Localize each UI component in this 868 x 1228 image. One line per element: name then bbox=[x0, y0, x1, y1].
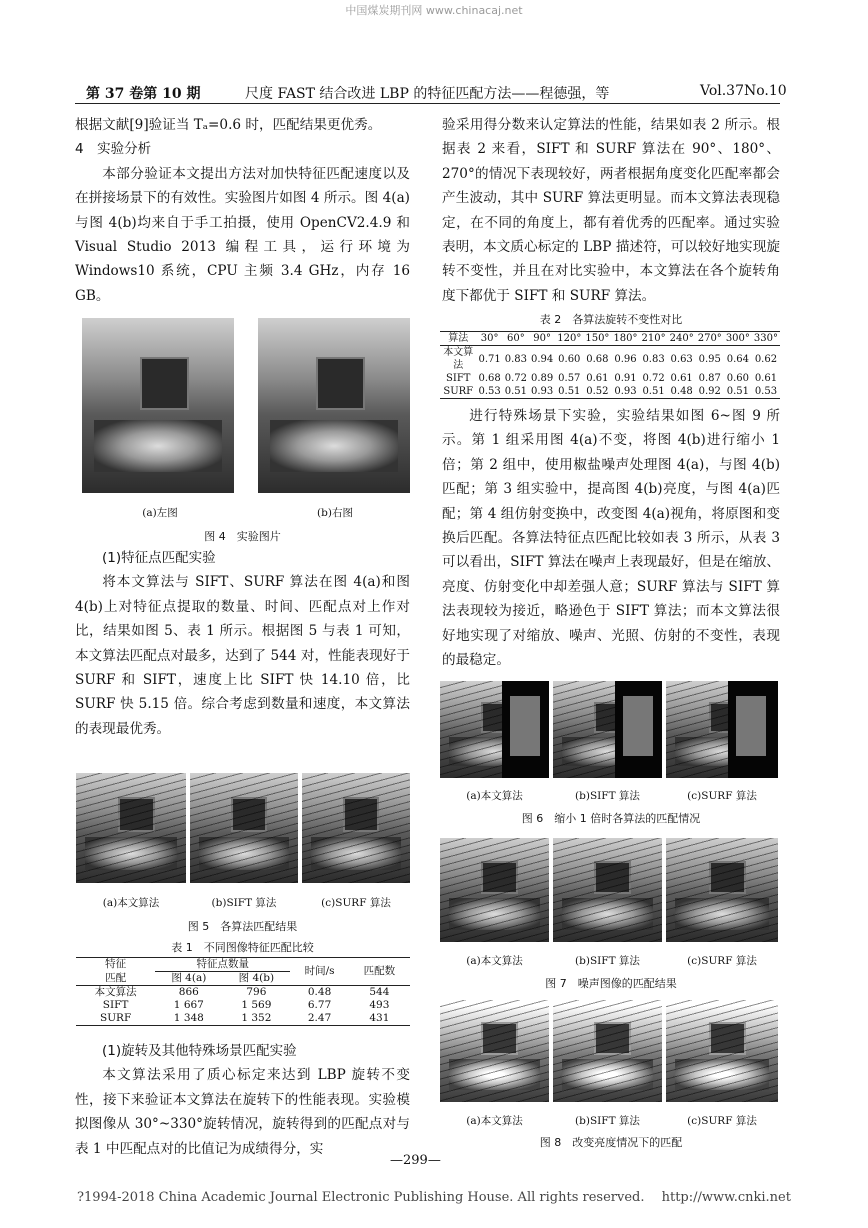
table-cell: 866 bbox=[178, 986, 199, 998]
table-cell: 0.51 bbox=[642, 386, 665, 397]
figure7-b-label: (b)SIFT 算法 bbox=[575, 955, 640, 967]
table-cell: 0.61 bbox=[670, 373, 693, 384]
header-rule bbox=[75, 103, 780, 104]
paragraph: 根据文献[9]验证当 Tₐ=0.6 时，匹配结果更优秀。 bbox=[75, 117, 382, 133]
figure6-c-image bbox=[666, 681, 778, 778]
table-cell: 0.71 bbox=[478, 353, 501, 365]
header-volume: Vol.37No.10 bbox=[700, 83, 787, 99]
figure4-caption: 图 4 实验图片 bbox=[204, 530, 281, 543]
table-cell: 0.53 bbox=[478, 386, 501, 397]
table-row bbox=[440, 346, 780, 373]
header-issue: 第 37 卷第 10 期 bbox=[86, 86, 201, 102]
figure8-c-image bbox=[666, 1000, 778, 1102]
figure8-b-label: (b)SIFT 算法 bbox=[575, 1115, 640, 1127]
left-column-mid bbox=[75, 546, 410, 741]
left-column-bottom bbox=[75, 1039, 410, 1161]
figure7-a-image bbox=[440, 838, 549, 942]
table-cell: 本文算法 bbox=[94, 986, 137, 998]
table1-header: 图 4(b) bbox=[238, 972, 275, 984]
header-title: 尺度 FAST 结合改进 LBP 的特征匹配方法——程德强，等 bbox=[245, 86, 610, 102]
table-cell: SURF bbox=[443, 386, 474, 397]
paragraph: 将本文算法与 SIFT、SURF 算法在图 4(a)和图 4(b)上对特征点提取的数量、时间、匹配点对上作对比，结果如图 5、表 1 所示。根据图 5 与表 1 可知，本文算法匹配点对最多，达到了 544 对，性能表现好于 SURF 和 SIFT，速度上比 SIFT 快 14.10 倍，比 SURF 快 5.15 倍。综合考虑到数量和速度，本文算法的表现最优秀。 bbox=[75, 574, 410, 737]
subsection-heading: (1)特征点匹配实验 bbox=[102, 550, 216, 566]
table-row bbox=[76, 986, 410, 1000]
figure4-b-label: (b)右图 bbox=[317, 507, 353, 519]
figure7-b-image bbox=[553, 838, 662, 942]
paragraph: 本文算法采用了质心标定来达到 LBP 旋转不变性，接下来验证本文算法在旋转下的性能表现。实验模拟图像从 30°~330°旋转情况，旋转得到的匹配点对与表 1 中匹配点对的比值记为成绩得分，实 bbox=[75, 1067, 410, 1157]
table1-header: 特征 bbox=[105, 958, 127, 971]
table-cell: 本文算法 bbox=[443, 347, 474, 371]
table-cell: 0.61 bbox=[754, 373, 778, 384]
figure4-right-image bbox=[258, 318, 410, 493]
figure4-a-label: (a)左图 bbox=[142, 507, 178, 519]
figure7-caption: 图 7 噪声图像的匹配结果 bbox=[545, 977, 677, 990]
figure5-caption: 图 5 各算法匹配结果 bbox=[187, 920, 298, 933]
table2-caption: 表 2 各算法旋转不变性对比 bbox=[539, 313, 683, 326]
table1-header: 匹配 bbox=[105, 971, 127, 984]
figure7-c-label: (c)SURF 算法 bbox=[687, 955, 757, 967]
table-cell: 0.53 bbox=[754, 386, 778, 397]
figure6-a-label: (a)本文算法 bbox=[466, 790, 523, 802]
table1-header: 特征点数量 bbox=[155, 958, 290, 972]
paragraph: 进行特殊场景下实验，实验结果如图 6~图 9 所示。第 1 组采用图 4(a)不变，将图 4(b)进行缩小 1 倍；第 2 组中，使用椒盐噪声处理图 4(a)，与图 4(b)匹配；第 3 组实验中，提高图 4(b)亮度，与图 4(a)匹配；第 4 组仿射变换中，改变图 4(a)视角，将原图和变换后匹配。各算法特征点匹配比较如表 3 所示，从表 3 可以看出，SIFT 算法在噪声上表现最好，但是在缩放、亮度、仿射变化中却差强人意；SURF 算法与 SIFT 算法表现较为接近，略逊色于 SIFT 算法；而本文算法很好地实现了对缩放、噪声、光照、仿射的不变性，表现的最稳定。 bbox=[442, 408, 780, 669]
table-cell: 1 569 bbox=[241, 999, 272, 1011]
figure5-b-image bbox=[190, 773, 298, 883]
table-cell: 0.83 bbox=[642, 353, 665, 365]
table-cell: 0.93 bbox=[530, 386, 554, 397]
table-cell: 1 348 bbox=[173, 1012, 204, 1024]
figure8-b-image bbox=[553, 1000, 662, 1102]
table-cell: 0.93 bbox=[614, 386, 637, 397]
table-cell: 0.52 bbox=[586, 386, 609, 397]
figure5-b-label: (b)SIFT 算法 bbox=[211, 897, 277, 909]
table1-header: 匹配数 bbox=[363, 965, 396, 977]
table-cell: SURF bbox=[100, 1012, 132, 1024]
figure8-c-label: (c)SURF 算法 bbox=[687, 1115, 757, 1127]
table-cell: 0.57 bbox=[558, 373, 581, 384]
table-row bbox=[76, 1012, 410, 1026]
figure5-a-image bbox=[76, 773, 186, 883]
table-cell: 6.77 bbox=[307, 999, 332, 1011]
figure6-c-label: (c)SURF 算法 bbox=[687, 790, 757, 802]
watermark: 中国煤炭期刊网 www.chinacaj.net bbox=[345, 4, 523, 17]
table-cell: 0.51 bbox=[726, 386, 749, 397]
figure6-b-label: (b)SIFT 算法 bbox=[575, 790, 640, 802]
figure5-c-label: (c)SURF 算法 bbox=[321, 897, 391, 909]
table-cell: 210° bbox=[641, 333, 666, 344]
table-cell: 0.62 bbox=[754, 353, 778, 365]
table-cell: 0.96 bbox=[614, 353, 637, 365]
table-cell: 0.83 bbox=[504, 353, 527, 365]
table1-header: 图 4(a) bbox=[171, 972, 207, 984]
table-cell: 0.51 bbox=[504, 386, 527, 397]
table1 bbox=[76, 957, 410, 1026]
copyright-footer: ?1994-2018 China Academic Journal Electronic Publishing House. All rights reserved. http://www.cnki.net bbox=[77, 1190, 791, 1205]
table-cell: 0.95 bbox=[698, 353, 721, 365]
table-cell: 2.47 bbox=[307, 1012, 332, 1024]
table-cell: SIFT bbox=[446, 373, 471, 384]
table1-header: 时间/s bbox=[304, 965, 335, 977]
figure7-a-label: (a)本文算法 bbox=[466, 955, 523, 967]
table-cell: 0.68 bbox=[586, 353, 609, 365]
figure5-a-label: (a)本文算法 bbox=[102, 897, 160, 909]
figure8-a-label: (a)本文算法 bbox=[466, 1115, 523, 1127]
left-column-top bbox=[75, 113, 410, 308]
right-column-top bbox=[442, 113, 780, 308]
table-cell: 0.68 bbox=[478, 373, 501, 384]
table-cell: 1 667 bbox=[173, 999, 204, 1011]
table-cell: 0.64 bbox=[726, 353, 749, 365]
table-cell: SIFT bbox=[102, 999, 129, 1011]
table-cell: 1 352 bbox=[241, 1012, 272, 1024]
table-cell: 0.60 bbox=[558, 353, 581, 365]
table-cell: 0.94 bbox=[530, 353, 554, 365]
table-cell: 30° bbox=[480, 333, 499, 344]
table-row bbox=[440, 372, 780, 385]
table-cell: 330° bbox=[753, 333, 778, 344]
table-cell: 0.91 bbox=[614, 373, 637, 384]
table-row bbox=[76, 999, 410, 1012]
table-row bbox=[440, 385, 780, 399]
table-cell: 0.89 bbox=[530, 373, 554, 384]
table-cell: 0.60 bbox=[726, 373, 749, 384]
table-cell: 90° bbox=[533, 333, 551, 344]
table-cell: 0.48 bbox=[307, 986, 332, 998]
figure4-left-image bbox=[82, 318, 234, 493]
table-cell: 493 bbox=[369, 999, 390, 1011]
table-cell: 0.61 bbox=[586, 373, 609, 384]
subsection-heading: (1)旋转及其他特殊场景匹配实验 bbox=[102, 1043, 297, 1059]
paragraph: 验采用得分数来认定算法的性能，结果如表 2 所示。根据表 2 来看，SIFT 和 SURF 算法在 90°、180°、270°的情况下表现较好，两者根据角度变化匹配率都会产生波动，其中 SURF 算法更明显。而本文算法表现稳定，在不同的角度上，都有着优秀的匹配率。通过实验表明，本文质心标定的 LBP 描述符，可以较好地实现旋转不变性，并且在对比实验中，本文算法在各个旋转角度下都优于 SIFT 和 SURF 算法。 bbox=[442, 117, 780, 304]
table-cell: 0.48 bbox=[670, 386, 693, 397]
figure7-c-image bbox=[666, 838, 778, 942]
table-cell: 0.51 bbox=[558, 386, 581, 397]
figure8-a-image bbox=[440, 1000, 549, 1102]
table-cell: 60° bbox=[506, 333, 525, 344]
table-cell: 0.63 bbox=[670, 353, 693, 365]
paragraph: 本部分验证本文提出方法对加快特征匹配速度以及在拼接场景下的有效性。实验图片如图 4 所示。图 4(a)与图 4(b)均来自于手工拍摄，使用 OpenCV2.4.9 和 Visual Studio 2013 编程工具，运行环境为 Windows10 系统，CPU 主频 3.4 GHz，内存 16 GB。 bbox=[75, 165, 410, 304]
table-cell: 0.92 bbox=[698, 386, 721, 397]
figure6-b-image bbox=[553, 681, 662, 778]
table-cell: 算法 bbox=[448, 333, 469, 344]
figure5-c-image bbox=[302, 773, 410, 883]
table-cell: 0.87 bbox=[698, 373, 721, 384]
table1-caption: 表 1 不同图像特征匹配比较 bbox=[171, 941, 314, 954]
table-cell: 240° bbox=[669, 333, 694, 344]
page-number: —299— bbox=[390, 1153, 441, 1168]
table-cell: 180° bbox=[613, 333, 638, 344]
table-cell: 0.72 bbox=[642, 373, 665, 384]
table-cell: 796 bbox=[246, 986, 267, 998]
figure6-caption: 图 6 缩小 1 倍时各算法的匹配情况 bbox=[521, 812, 701, 825]
right-column-mid bbox=[442, 404, 780, 672]
section-heading: 4 实验分析 bbox=[75, 141, 152, 158]
table-cell: 544 bbox=[369, 986, 390, 998]
table-cell: 300° bbox=[725, 333, 750, 344]
table-cell: 150° bbox=[585, 333, 610, 344]
table2-header-row bbox=[440, 332, 780, 346]
figure6-a-image bbox=[440, 681, 549, 778]
table-cell: 120° bbox=[557, 333, 582, 344]
figure8-caption: 图 8 改变亮度情况下的匹配 bbox=[539, 1136, 683, 1149]
table-cell: 270° bbox=[697, 333, 722, 344]
table-cell: 0.72 bbox=[504, 373, 527, 384]
table2 bbox=[440, 331, 780, 399]
table-cell: 431 bbox=[369, 1012, 390, 1024]
